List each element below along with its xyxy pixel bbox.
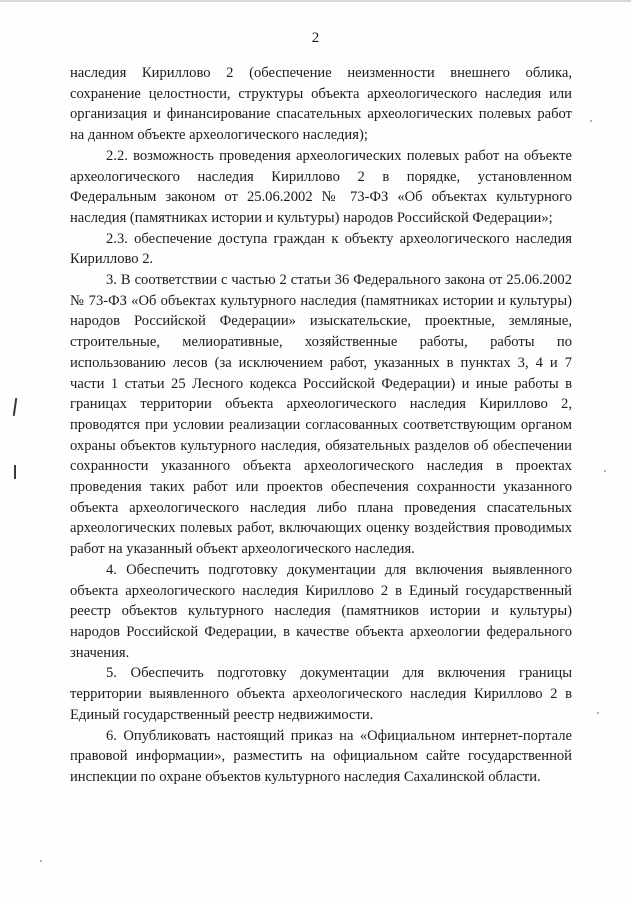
paragraph-5: 5. Обеспечить подготовку документации для включения границы территории выявленного объекта археологического наследия Кириллово 2 в Единый государственный реестр недвижимости. [70,665,572,723]
paragraph-3: 3. В соответствии с частью 2 статьи 36 Федерального закона от 25.06.2002 № 73-ФЗ «Об объектах культурного наследия (памятниках истории и культуры) народов Российской Федерации» изыскательские, проектные, земляные, строительные, мелиоративные, хозяйственные работы, работы по использованию лесов (за исключением работ, указанных в пунктах 3, 4 и 7 части 1 статьи 25 Лесного кодекса Российской Федерации) и иные работы в границах территории объекта археологического наследия Кириллово 2, проводятся при условии реализации согласованных соответствующим органом охраны объектов культурного наследия, обязательных разделов об обеспечении сохранности указанного объекта археологического наследия в проектах проведения таких работ или проектов обеспечения сохранности указанного объекта археологического наследия либо плана проведения спасательных археологических полевых работ, включающих оценку воздействия проводимых работ на указанный объект археологического наследия. [70,272,572,558]
document-body [70,63,572,788]
scan-speck [604,470,606,472]
scan-margin-mark [14,465,16,479]
paragraph-2-3: 2.3. обеспечение доступа граждан к объекту археологического наследия Кириллово 2. [70,230,572,268]
paragraph-2-2: 2.2. возможность проведения археологических полевых работ на объекте археологического наследия Кириллово 2 в порядке, установленном Федеральным законом от 25.06.2002 № 73-ФЗ «Об объектах культурного наследия (памятниках истории и культуры) народов Российской Федерации»; [70,147,572,226]
scan-speck [590,120,592,122]
paragraph-continuation: наследия Кириллово 2 (обеспечение неизменности внешнего облика, сохранение целостности, структуры объекта археологического наследия или организация и финансирование спасательных археологических полевых работ на данном объекте археологического наследия); [70,65,572,144]
paragraph-4: 4. Обеспечить подготовку документации для включения выявленного объекта археологического наследия Кириллово 2 в Единый государственный реестр объектов культурного наследия (памятников истории и культуры) народов Российской Федерации, в качестве объекта археологии федерального значения. [70,561,572,661]
scan-speck [40,860,42,862]
scan-margin-mark [13,398,17,416]
scan-speck [597,712,599,714]
page-number: 2 [311,30,320,46]
top-edge-rule [0,0,631,2]
paragraph-6: 6. Опубликовать настоящий приказ на «Официальном интернет-портале правовой информации», разместить на официальном сайте государственной инспекции по охране объектов культурного наследия Сахалинской области. [70,727,572,785]
